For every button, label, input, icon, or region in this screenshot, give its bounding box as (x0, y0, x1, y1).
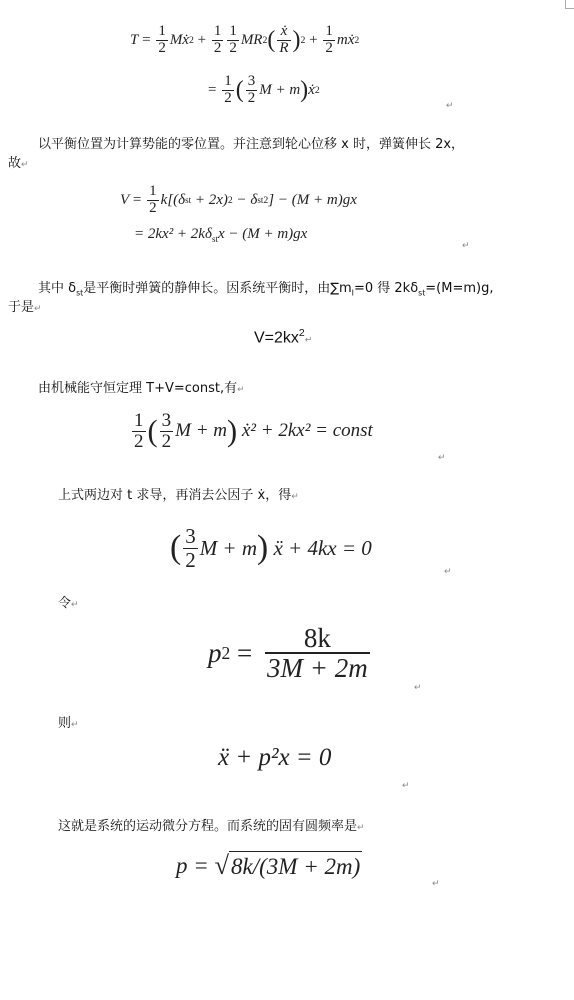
paragraph-natural-frequency: 这就是系统的运动微分方程。而系统的固有圆频率是↵ (58, 819, 365, 834)
paragraph-mark: ↵ (414, 682, 422, 692)
paragraph-energy-conservation: 由机械能守恒定理 T+V=const,有↵ (38, 381, 245, 396)
paragraph-mark: ↵ (432, 878, 440, 888)
equation-kinetic-energy: T = $\frac{1}{2}$ Mẋ 2 + $\frac{1}{2}$ $\frac{1}{2}$ MR 2 ( $\frac{\text{ẋ}}{R}$ ) 2 + $\frac{1}{2}$ mẋ 2 (130, 22, 360, 56)
paragraph-static-elongation-cont: 于是↵ (8, 300, 42, 315)
equation-energy-conservation: $\frac{1}{2}$ ( $\frac{3}{2}$ M + m ) ẋ² + 2kx² = const (134, 409, 373, 452)
paragraph-static-elongation: 其中 $\delta_{st}$是平衡时弹簧的静伸长。因系统平衡时，由$\sum m_I=0$ 得 $2k\delta_{st}=(M=m)g$, (38, 281, 494, 298)
equation-kinetic-energy-simplified: = $\frac{1}{2}$ ( $\frac{3}{2}$ M + m ) ẋ 2 (208, 72, 320, 106)
paragraph-mark: ↵ (444, 566, 452, 576)
paragraph-mark: ↵ (446, 100, 454, 110)
equation-potential-energy: V = $\frac{1}{2}$ k [(δ st + 2x) 2 − δ st 2 ] − (M + m)gx (120, 182, 357, 216)
page-corner-mark (565, 0, 574, 9)
equation-p-squared: p 2 = $\frac{8k}{3M + 2m}$ (208, 622, 368, 683)
equation-potential-energy-expanded: = $2kx^2 + 2k\delta_{st}x - (M + m)gx$ (134, 226, 308, 244)
paragraph-mark: ↵ (462, 240, 470, 250)
paragraph-let: 令↵ (58, 596, 79, 611)
paragraph-differentiate: 上式两边对 t 求导，再消去公因子 ẋ，得↵ (58, 488, 299, 503)
paragraph-zero-potential-cont: 故↵ (8, 156, 29, 171)
equation-after-differentiation: ( $\frac{3}{2}$ M + m ) ẍ + 4kx = 0 (170, 524, 372, 572)
equation-of-motion: ẍ + p²x = 0 (218, 744, 332, 771)
paragraph-mark: ↵ (402, 780, 410, 790)
paragraph-then: 则↵ (58, 716, 79, 731)
equation-potential-final: $V=2kx^2↵$ (254, 328, 313, 347)
paragraph-zero-potential: 以平衡位置为计算势能的零位置。并注意到轮心位移 x 时，弹簧伸长 2x， (38, 137, 465, 152)
equation-natural-frequency: p = √ 8k/(3M + 2m) (176, 850, 361, 880)
paragraph-mark: ↵ (438, 452, 446, 462)
